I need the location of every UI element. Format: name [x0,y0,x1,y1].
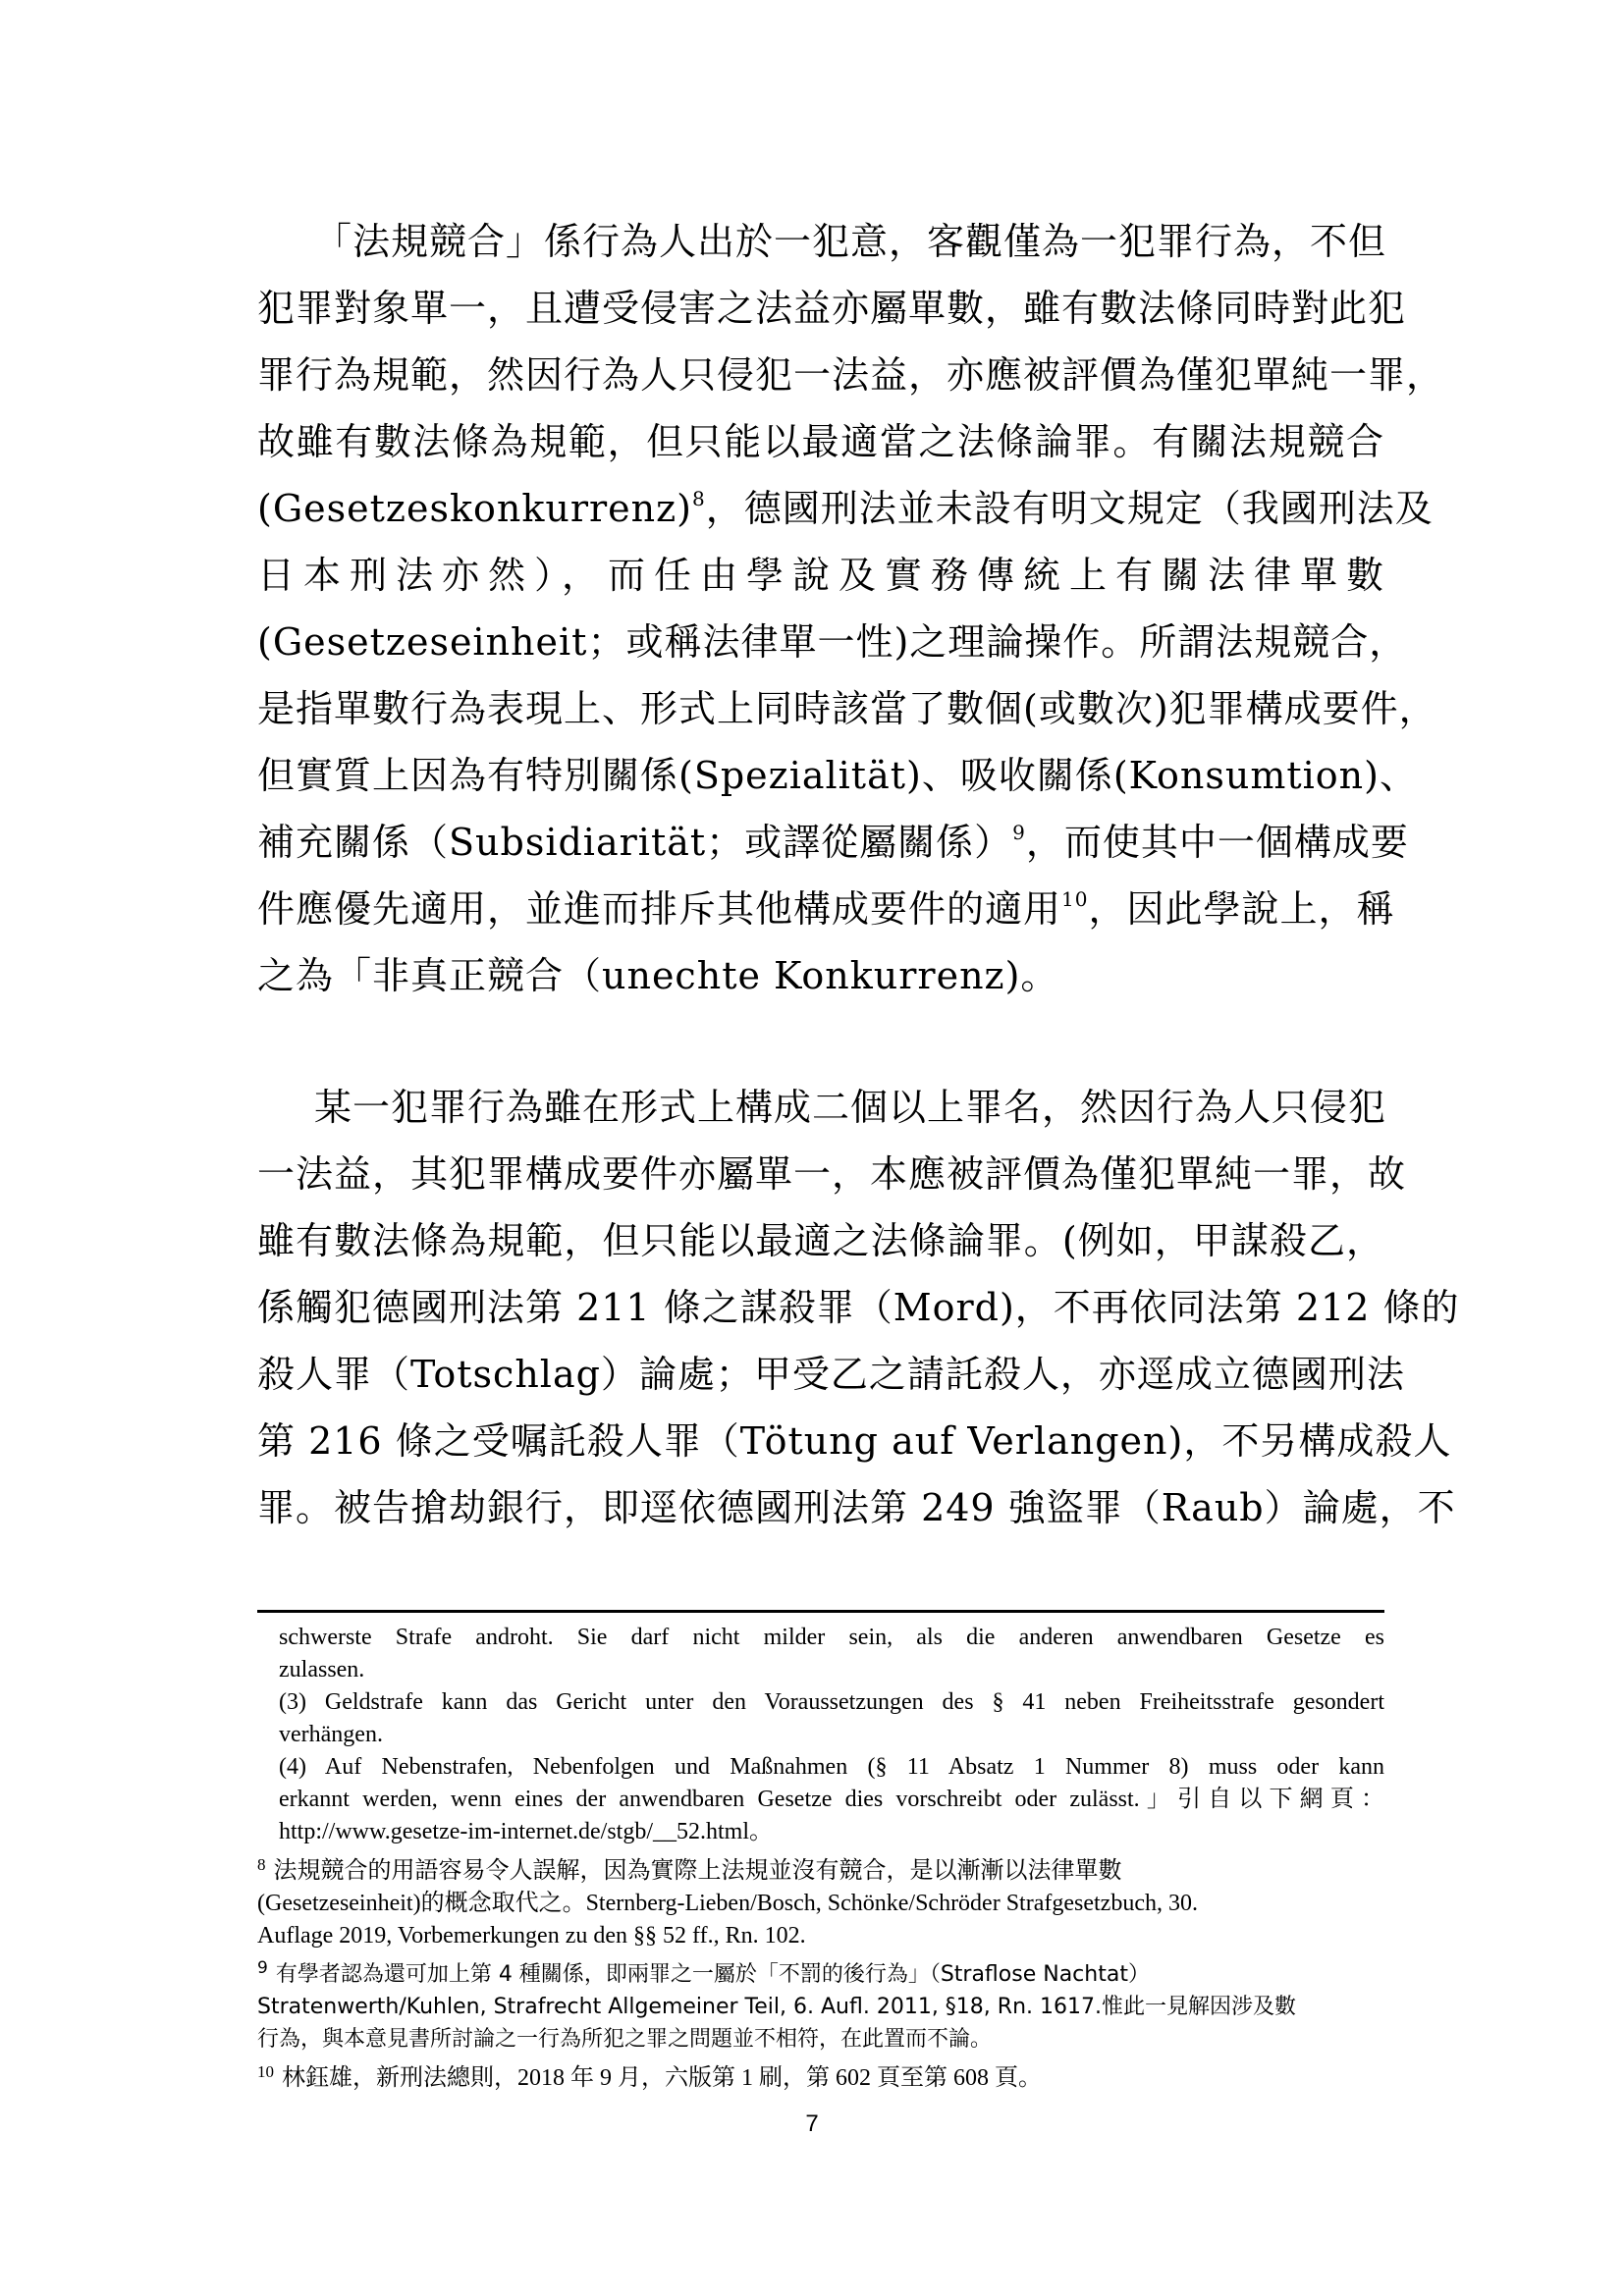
footnote-line: (3) Geldstrafe kann das Gericht unter den Voraussetzungen des § 41 neben Freiheitsstrafe gesondert [279,1689,1384,1715]
text-segment: 林鈺雄，新刑法總則，2018 年 9 月，六版第 1 刷，第 602 頁至第 608 頁。 [282,2065,1042,2091]
footnote-line: (Gesetzeseinheit)的概念取代之。Sternberg-Lieben/Bosch, Schönke/Schröder Strafgesetzbuch, 30. [257,1891,1198,1916]
text-segment: ，德國刑法並未設有明文規定（我國刑法及 [705,487,1434,530]
footnote-line [257,1952,1384,1991]
text-segment: 補充關係（Subsidiarität；或譯從屬關係） [257,821,1013,864]
footnote-line: Auflage 2019, Vorbemerkungen zu den §§ 52 ff., Rn. 102. [257,1923,806,1949]
page-number: 7 [805,2110,819,2137]
text-segment: (Gesetzeskonkurrenz) [257,487,692,530]
footnote-ref[interactable]: 8 [691,487,706,510]
text-line: 犯罪對象單一，且遭受侵害之法益亦屬單數，雖有數法條同時對此犯 [257,287,1407,330]
text-line: 罪。被告搶劫銀行，即逕依德國刑法第 249 強盜罪（Raub）論處，不 [257,1486,1456,1529]
footnote-line: Stratenwerth/Kuhlen, Strafrecht Allgemeiner Teil, 6. Aufl. 2011, §18, Rn. 1617.惟此一見解因涉及數 [257,1995,1296,2019]
text-line: 但實質上因為有特別關係(Spezialität)、吸收關係(Konsumtion)、 [257,754,1418,797]
text-line [257,475,1434,542]
footnote-line: zulassen. [279,1657,365,1682]
text-line [257,876,1395,942]
footnote-number: 8 [257,1855,266,1874]
footnote-8 [257,1848,1384,1952]
footnote-line [257,2056,1384,2095]
footnote-line: erkannt werden, wenn eines der anwendbaren Gesetze dies vorschreibt oder zulässt.」引自以下網頁： [279,1787,1384,1812]
text-line: (Gesetzeseinheit；或稱法律單一性)之理論操作。所謂法規競合， [257,620,1408,664]
footnote-line: verhängen. [279,1722,383,1747]
text-line: 雖有數法條為規範，但只能以最適之法條論罪。(例如，甲謀殺乙， [257,1219,1384,1262]
text-line: 是指單數行為表現上、形式上同時該當了數個(或數次)犯罪構成要件， [257,687,1437,730]
text-line: 罪行為規範，然因行為人只侵犯一法益，亦應被評價為僅犯單純一罪， [257,353,1445,397]
text-segment: ，而使其中一個構成要 [1025,821,1409,864]
paragraph-legal-competition [257,208,1445,1009]
text-line: 之為「非真正競合（unechte Konkurrenz)。 [257,954,1059,997]
text-line: 某一犯罪行為雖在形式上構成二個以上罪名，然因行為人只侵犯 [314,1086,1387,1129]
footnote-line: 行為，與本意見書所討論之一行為所犯之罪之問題並不相符，在此置而不論。 [257,2027,993,2052]
text-line: 日本刑法亦然），而任由學說及實務傳統上有關法律單數 [257,554,1384,597]
text-line: 第 216 條之受嘱託殺人罪（Tötung auf Verlangen)，不另構成殺人 [257,1419,1452,1463]
text-line: 故雖有數法條為規範，但只能以最適當之法條論罪。有關法規競合 [257,420,1384,463]
footnote-line: (4) Auf Nebenstrafen, Nebenfolgen und Maßnahmen (§ 11 Absatz 1 Nummer 8) muss oder kann [279,1754,1384,1780]
footnote-7-continuation [257,1622,1384,1848]
text-line: 殺人罪（Totschlag）論處；甲受乙之請託殺人，亦逕成立德國刑法 [257,1353,1405,1396]
footnote-number: 10 [257,2062,274,2081]
footnote-ref[interactable]: 9 [1012,821,1026,844]
paragraph-examples [257,1074,1460,1541]
footnotes-section [257,1622,1384,2095]
text-segment: 法規競合的用語容易令人誤解，因為實際上法規並沒有競合，是以漸漸以法律單數 [273,1858,1122,1884]
footnote-line [257,1848,1384,1888]
footnote-line: schwerste Strafe androht. Sie darf nicht milder sein, als die anderen anwendbaren Gesetze es [279,1625,1384,1650]
text-segment: 件應優先適用，並進而排斥其他構成要件的適用 [257,887,1062,931]
footnote-url-link[interactable]: http://www.gesetze-im-internet.de/stgb/__52.html。 [279,1819,774,1844]
footnote-number: 9 [257,1958,268,1978]
text-line [257,809,1409,876]
footnote-separator [257,1610,1384,1613]
text-segment: ，因此學說上，稱 [1088,887,1395,931]
text-segment: 有學者認為還可加上第 4 種關係，即兩罪之一屬於「不罰的後行為」（Straflose Nachtat） [275,1962,1150,1987]
text-line: 「法規競合」係行為人出於一犯意，客觀僅為一犯罪行為，不但 [314,220,1387,263]
footnote-ref[interactable]: 10 [1061,887,1089,911]
text-line: 一法益，其犯罪構成要件亦屬單一，本應被評價為僅犯單純一罪，故 [257,1152,1407,1196]
footnote-9 [257,1952,1384,2056]
footnote-10 [257,2056,1384,2095]
text-line: 係觸犯德國刑法第 211 條之謀殺罪（Mord)，不再依同法第 212 條的 [257,1286,1460,1329]
